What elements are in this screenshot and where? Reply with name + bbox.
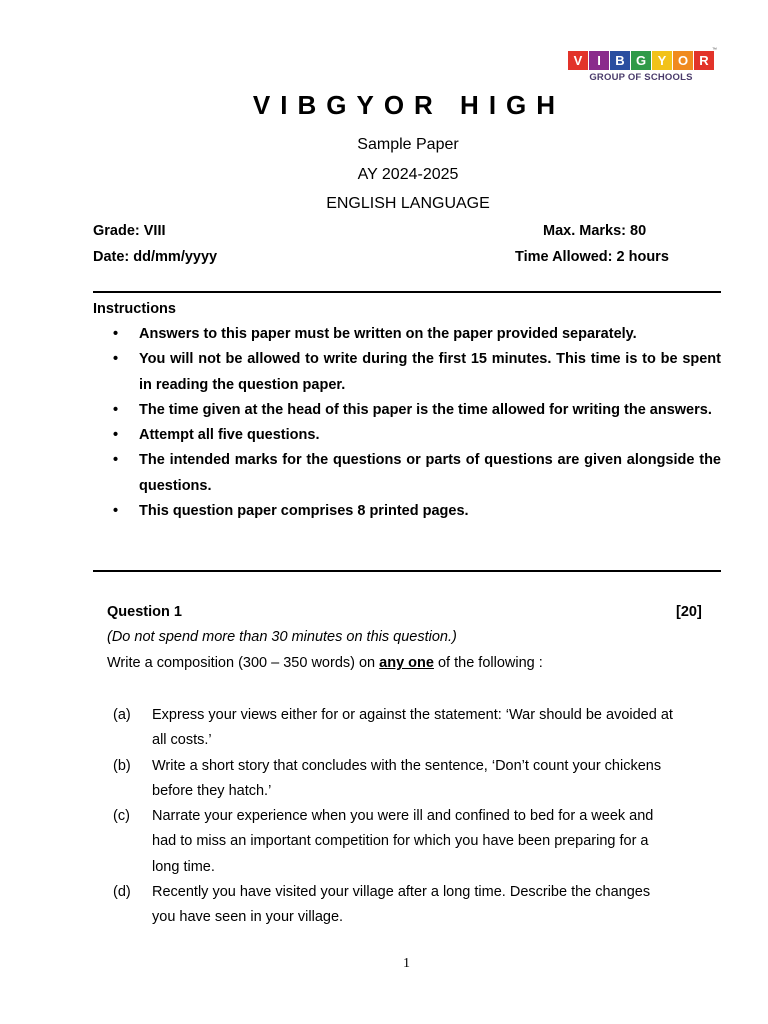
option-b: (b) Write a short story that concludes with the sentence, ‘Don’t count your chickens before they hatch.’: [113, 757, 662, 799]
instructions-heading: Instructions: [93, 301, 176, 317]
bullet-icon: •: [113, 401, 119, 418]
logo-subtitle: GROUP OF SCHOOLS: [589, 72, 693, 83]
instruction-item: • This question paper comprises 8 printed pages.: [113, 499, 721, 524]
question-marks: [20]: [676, 604, 702, 620]
instruction-item: • The intended marks for the questions or parts of questions are given alongside the questions.: [113, 448, 721, 499]
bullet-icon: •: [113, 427, 119, 444]
trademark-symbol: ™: [712, 47, 717, 53]
date-label: Date: dd/mm/yyyy: [93, 249, 218, 265]
instruction-item: • Answers to this paper must be written on the paper provided separately.: [113, 322, 721, 347]
logo-letter: O: [673, 51, 693, 70]
logo-letter: Y: [652, 51, 672, 70]
logo-letter: R: [694, 51, 714, 70]
option-a: (a) Express your views either for or against the statement: ‘War should be avoided at all costs.’: [113, 707, 673, 749]
school-logo: [568, 47, 717, 85]
subject-title: ENGLISH LANGUAGE: [326, 195, 490, 212]
question-task: Write a composition (300 – 350 words) on any one of the following :: [107, 655, 543, 671]
logo-letter: G: [631, 51, 651, 70]
bullet-icon: •: [113, 326, 119, 342]
logo-letter: V: [568, 51, 588, 70]
option-c: (c) Narrate your experience when you were ill and confined to bed for a week and had to miss an important competition for which you have been preparing for a long time.: [113, 808, 654, 875]
divider-bottom: [93, 570, 721, 572]
task-emphasis: any one: [379, 655, 434, 671]
instruction-item: • Attempt all five questions.: [113, 423, 721, 448]
grade-label: Grade: VIII: [93, 223, 166, 239]
divider-top: [93, 291, 721, 293]
page-number: 1: [403, 956, 410, 971]
paper-type: Sample Paper: [357, 136, 459, 153]
instruction-item: • You will not be allowed to write during the first 15 minutes. This time is to be spent in reading the question paper.: [113, 347, 721, 398]
logo-letter: I: [589, 51, 609, 70]
instruction-item: • The time given at the head of this paper is the time allowed for writing the answers.: [113, 398, 721, 423]
bullet-icon: •: [113, 452, 119, 469]
school-title: VIBGYOR HIGH: [252, 90, 566, 120]
option-d: (d) Recently you have visited your village after a long time. Describe the changes you have seen in your village.: [113, 884, 651, 926]
logo-letters: [568, 51, 716, 70]
time-allowed-label: Time Allowed: 2 hours: [515, 249, 669, 265]
bullet-icon: •: [113, 503, 119, 520]
logo-letter: B: [610, 51, 630, 70]
instructions-list: [113, 322, 721, 524]
question-heading: Question 1: [107, 604, 182, 620]
question-options: [113, 703, 673, 931]
bullet-icon: •: [113, 351, 119, 368]
question-note: (Do not spend more than 30 minutes on this question.): [107, 629, 457, 645]
max-marks-label: Max. Marks: 80: [543, 223, 647, 239]
academic-year: AY 2024-2025: [357, 166, 459, 183]
